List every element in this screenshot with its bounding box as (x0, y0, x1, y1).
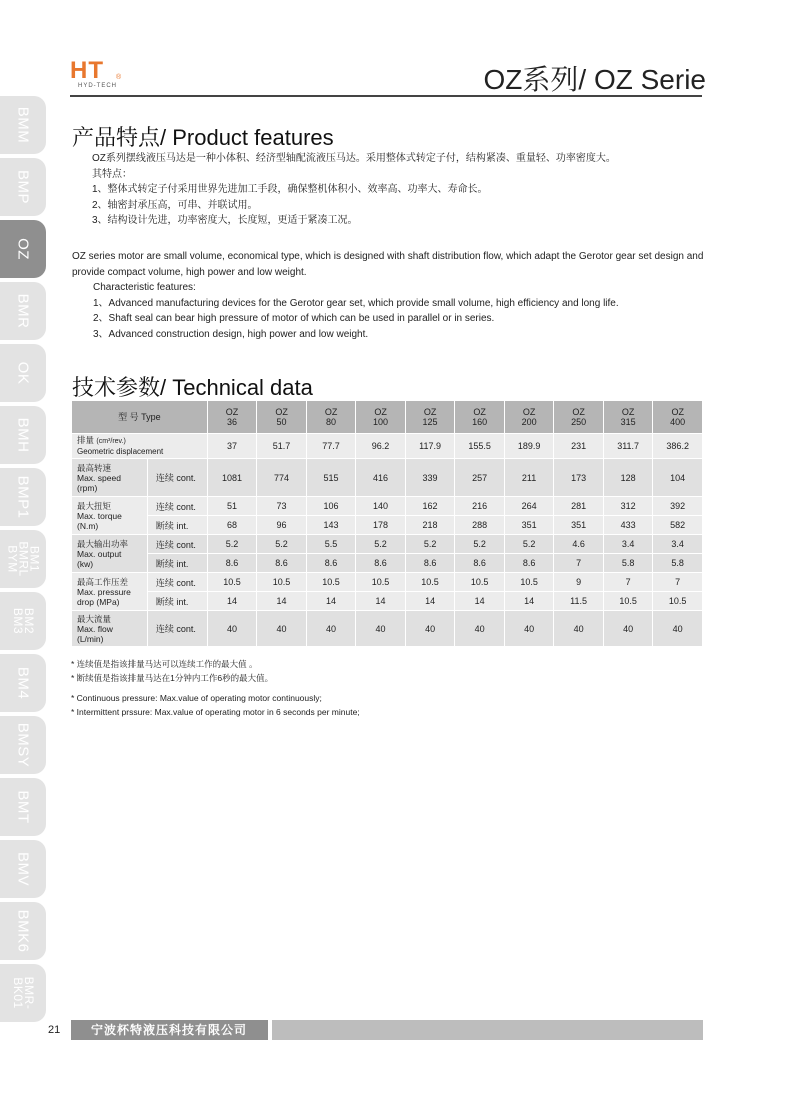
value-cell: 386.2 (653, 434, 703, 459)
value-cell: 189.9 (504, 434, 554, 459)
value-cell: 51.7 (257, 434, 307, 459)
value-cell: 211 (504, 459, 554, 497)
table-notes (71, 657, 360, 719)
param-label-line: 最大扭矩 (77, 500, 112, 511)
value-cell: 11.5 (554, 592, 604, 611)
features-cn-item: 2、轴密封承压高，可串、并联试用。 (92, 199, 258, 211)
features-en-intro: OZ series motor are small volume, economical type, which is designed with shaft distribution flow, which adapt the Gerotor gear set design and provide compact volume, high power and low weight. (72, 251, 704, 278)
model-header (554, 401, 604, 434)
technical-data-table (71, 400, 703, 647)
value-cell: 10.5 (207, 573, 257, 592)
note-cn: * 连续值是指该排量马达可以连续工作的最大值 。 (71, 659, 258, 669)
model-header (405, 401, 455, 434)
value-cell: 5.2 (455, 535, 505, 554)
table-row (72, 497, 703, 516)
series-tab[interactable] (0, 530, 46, 588)
value-cell: 264 (504, 497, 554, 516)
value-cell: 8.6 (405, 554, 455, 573)
value-cell: 351 (504, 516, 554, 535)
features-en-item: 1、Advanced manufacturing devices for the Gerotor gear set, which provide small volume, high efficiency and long life. (93, 297, 619, 309)
value-cell: 40 (356, 611, 406, 647)
value-cell: 14 (257, 592, 307, 611)
value-cell: 392 (653, 497, 703, 516)
param-sub-label: 断续 int. (147, 516, 207, 535)
value-cell: 218 (405, 516, 455, 535)
page-number: 21 (48, 1024, 61, 1036)
value-cell: 51 (207, 497, 257, 516)
value-cell: 8.6 (306, 554, 356, 573)
table-row (72, 459, 703, 497)
series-tab[interactable] (0, 716, 46, 774)
value-cell: 10.5 (356, 573, 406, 592)
value-cell: 162 (405, 497, 455, 516)
value-cell: 3.4 (603, 535, 653, 554)
param-label-line: Max. torque (77, 510, 122, 521)
series-title: OZ系列/ OZ Serie (483, 64, 706, 95)
value-cell: 37 (207, 434, 257, 459)
value-cell: 155.5 (455, 434, 505, 459)
series-tab-label: BMSY (14, 722, 32, 768)
value-cell: 40 (554, 611, 604, 647)
param-label-line: drop (MPa) (77, 596, 120, 607)
value-cell: 77.7 (306, 434, 356, 459)
param-label (72, 611, 148, 647)
series-tab[interactable] (0, 158, 46, 216)
value-cell: 14 (306, 592, 356, 611)
series-tab-label: BMH (14, 417, 32, 453)
value-cell: 68 (207, 516, 257, 535)
model-name: OZ (522, 407, 536, 417)
param-sub-label: 连续 cont. (147, 535, 207, 554)
series-tab-label: BMR- BK01 (11, 976, 36, 1010)
series-tab-label: OZ (14, 238, 32, 260)
value-cell: 10.5 (455, 573, 505, 592)
series-tab[interactable] (0, 96, 46, 154)
value-cell: 7 (603, 573, 653, 592)
model-name: OZ (423, 407, 437, 417)
model-name: OZ (572, 407, 585, 417)
disp-label-en: Geometric displacement (77, 447, 164, 456)
series-tab-label: BMP (14, 169, 32, 205)
series-tab-label: OK (14, 361, 32, 385)
param-label-line: (L/min) (77, 633, 104, 644)
param-label (72, 535, 148, 573)
value-cell: 10.5 (257, 573, 307, 592)
param-label-line: Max. flow (77, 623, 113, 634)
logo-subtext: HYD-TECH (78, 83, 117, 89)
series-tab[interactable] (0, 654, 46, 712)
type-header: 型 号 Type (72, 401, 208, 434)
series-tab-label: BMP1 (14, 475, 32, 519)
value-cell: 96.2 (356, 434, 406, 459)
series-tab-strip (0, 96, 46, 1026)
model-name: OZ (374, 407, 387, 417)
model-size: 80 (326, 417, 337, 427)
param-label-line: 最大流量 (77, 613, 112, 624)
model-name: OZ (671, 407, 684, 417)
value-cell: 339 (405, 459, 455, 497)
series-tab[interactable] (0, 282, 46, 340)
model-name: OZ (621, 407, 635, 417)
table-row (72, 592, 703, 611)
table-row (72, 573, 703, 592)
hyd-tech-logo (70, 57, 122, 89)
param-sub-label: 连续 cont. (147, 573, 207, 592)
value-cell: 117.9 (405, 434, 455, 459)
value-cell: 4.6 (554, 535, 604, 554)
features-en-text (93, 280, 619, 342)
model-header (603, 401, 653, 434)
series-tab[interactable] (0, 902, 46, 960)
disp-label-cn: 排量 (77, 435, 95, 445)
value-cell: 40 (455, 611, 505, 647)
table-row (72, 554, 703, 573)
series-tab-label: BM4 (14, 666, 32, 700)
value-cell: 774 (257, 459, 307, 497)
value-cell: 10.5 (405, 573, 455, 592)
model-size: 400 (670, 417, 686, 427)
value-cell: 281 (554, 497, 604, 516)
value-cell: 40 (504, 611, 554, 647)
value-cell: 5.2 (504, 535, 554, 554)
param-sub-label: 断续 int. (147, 592, 207, 611)
logo-text: HT (70, 57, 104, 84)
value-cell: 40 (653, 611, 703, 647)
value-cell: 216 (455, 497, 505, 516)
value-cell: 128 (603, 459, 653, 497)
note-cn: * 断续值是指该排量马达在1分钟内工作6秒的最大值。 (71, 673, 274, 683)
param-label-line: 最高工作压差 (77, 576, 129, 587)
value-cell: 14 (455, 592, 505, 611)
param-label (72, 573, 148, 611)
header-rule (70, 95, 702, 97)
series-tab-label: BMT (14, 790, 32, 824)
value-cell: 7 (653, 573, 703, 592)
features-cn-subheading: 其特点： (92, 168, 132, 180)
features-cn-intro: OZ系列摆线液压马达是一种小体积、经济型轴配流液压马达。采用整体式转定子付，结构紧凑、重量轻、功率密度大。 (92, 153, 616, 164)
value-cell: 14 (207, 592, 257, 611)
value-cell: 40 (257, 611, 307, 647)
param-label-line: (rpm) (77, 482, 98, 493)
series-tab[interactable] (0, 840, 46, 898)
model-header (504, 401, 554, 434)
series-tab-label: BM2 BM3 (11, 607, 36, 635)
value-cell: 5.2 (207, 535, 257, 554)
value-cell: 9 (554, 573, 604, 592)
value-cell: 582 (653, 516, 703, 535)
value-cell: 5.2 (356, 535, 406, 554)
value-cell: 433 (603, 516, 653, 535)
series-tab[interactable] (0, 344, 46, 402)
value-cell: 40 (603, 611, 653, 647)
series-tab-label: BM1 BMRL BYM (5, 541, 42, 577)
features-cn-item: 1、整体式转定子付采用世界先进加工手段，确保整机体积小、效率高、功率大、寿命长。 (92, 184, 488, 195)
value-cell: 257 (455, 459, 505, 497)
param-label-line: 最大输出功率 (77, 538, 129, 549)
footer-bar (272, 1020, 703, 1040)
value-cell: 8.6 (207, 554, 257, 573)
value-cell: 5.5 (306, 535, 356, 554)
note-en: * Intermittent prssure: Max.value of operating motor in 6 seconds per minute; (71, 707, 360, 717)
model-header (455, 401, 505, 434)
param-label-line: (N.m) (77, 520, 99, 531)
value-cell: 178 (356, 516, 406, 535)
disp-label-unit: (cm³/rev.) (96, 438, 126, 445)
series-tab-label: BMR (14, 293, 32, 329)
model-size: 315 (620, 417, 636, 427)
value-cell: 8.6 (257, 554, 307, 573)
logo-registered-mark: ® (116, 74, 122, 81)
series-tab[interactable] (0, 220, 46, 278)
tech-heading: 技术参数/ Technical data (72, 375, 313, 400)
table-row (72, 516, 703, 535)
value-cell: 5.2 (405, 535, 455, 554)
table-header-row (72, 401, 703, 434)
value-cell: 231 (554, 434, 604, 459)
value-cell: 10.5 (603, 592, 653, 611)
value-cell: 311.7 (603, 434, 653, 459)
series-tab[interactable] (0, 964, 46, 1022)
param-sub-label: 断续 int. (147, 554, 207, 573)
value-cell: 1081 (207, 459, 257, 497)
value-cell: 14 (405, 592, 455, 611)
model-size: 125 (422, 417, 438, 427)
value-cell: 351 (554, 516, 604, 535)
model-name: OZ (473, 407, 486, 417)
features-heading: 产品特点/ Product features (72, 125, 334, 150)
note-en: * Continuous pressure: Max.value of operating motor continuously; (71, 693, 322, 703)
model-name: OZ (275, 407, 288, 417)
value-cell: 416 (356, 459, 406, 497)
value-cell: 40 (405, 611, 455, 647)
param-label (72, 459, 148, 497)
model-header (207, 401, 257, 434)
param-label-line: 最高转速 (77, 462, 112, 473)
value-cell: 8.6 (455, 554, 505, 573)
value-cell: 14 (356, 592, 406, 611)
param-label-line: (kw) (77, 558, 94, 569)
value-cell: 10.5 (653, 592, 703, 611)
value-cell: 10.5 (504, 573, 554, 592)
param-label (72, 434, 208, 459)
model-header (653, 401, 703, 434)
value-cell: 7 (554, 554, 604, 573)
features-en-item: 2、Shaft seal can bear high pressure of motor of which can be used in parallel or in series. (93, 313, 495, 324)
param-label (72, 497, 148, 535)
value-cell: 14 (504, 592, 554, 611)
param-label-line: Max. output (77, 548, 122, 559)
value-cell: 40 (207, 611, 257, 647)
series-tab-label: BMM (14, 106, 32, 144)
table-row (72, 434, 703, 459)
value-cell: 96 (257, 516, 307, 535)
value-cell: 5.8 (653, 554, 703, 573)
param-sub-label: 连续 cont. (147, 459, 207, 497)
features-cn-item: 3、结构设计先进，功率密度大，长度短，更适于紧凑工况。 (92, 215, 358, 226)
model-size: 100 (373, 417, 389, 427)
series-tab-label: BMV (14, 851, 32, 887)
value-cell: 8.6 (356, 554, 406, 573)
model-size: 50 (276, 417, 287, 427)
model-header (356, 401, 406, 434)
value-cell: 5.2 (257, 535, 307, 554)
param-label-line: Max. speed (77, 472, 121, 483)
value-cell: 288 (455, 516, 505, 535)
model-size: 200 (521, 417, 537, 427)
param-sub-label: 连续 cont. (147, 497, 207, 516)
value-cell: 73 (257, 497, 307, 516)
table-row (72, 611, 703, 647)
features-en-subheading: Characteristic features: (93, 282, 196, 293)
value-cell: 515 (306, 459, 356, 497)
param-sub-label: 连续 cont. (147, 611, 207, 647)
model-size: 36 (227, 417, 238, 427)
series-tab[interactable] (0, 592, 46, 650)
model-name: OZ (324, 407, 338, 417)
value-cell: 40 (306, 611, 356, 647)
table-row (72, 535, 703, 554)
model-size: 250 (571, 417, 587, 427)
value-cell: 104 (653, 459, 703, 497)
model-name: OZ (225, 407, 239, 417)
series-tab-label: BMK6 (14, 909, 32, 953)
series-tab[interactable] (0, 778, 46, 836)
model-header (306, 401, 356, 434)
value-cell: 5.8 (603, 554, 653, 573)
model-size: 160 (472, 417, 488, 427)
value-cell: 10.5 (306, 573, 356, 592)
series-tab[interactable] (0, 468, 46, 526)
value-cell: 8.6 (504, 554, 554, 573)
series-tab[interactable] (0, 406, 46, 464)
value-cell: 173 (554, 459, 604, 497)
model-header (257, 401, 307, 434)
value-cell: 3.4 (653, 535, 703, 554)
value-cell: 140 (356, 497, 406, 516)
param-label-line: Max. pressure (77, 586, 131, 597)
value-cell: 106 (306, 497, 356, 516)
value-cell: 143 (306, 516, 356, 535)
features-cn-text (92, 151, 616, 229)
features-en-item: 3、Advanced construction design, high power and low weight. (93, 328, 369, 340)
footer-company-name: 宁波杯特液压科技有限公司 (71, 1020, 268, 1040)
value-cell: 312 (603, 497, 653, 516)
